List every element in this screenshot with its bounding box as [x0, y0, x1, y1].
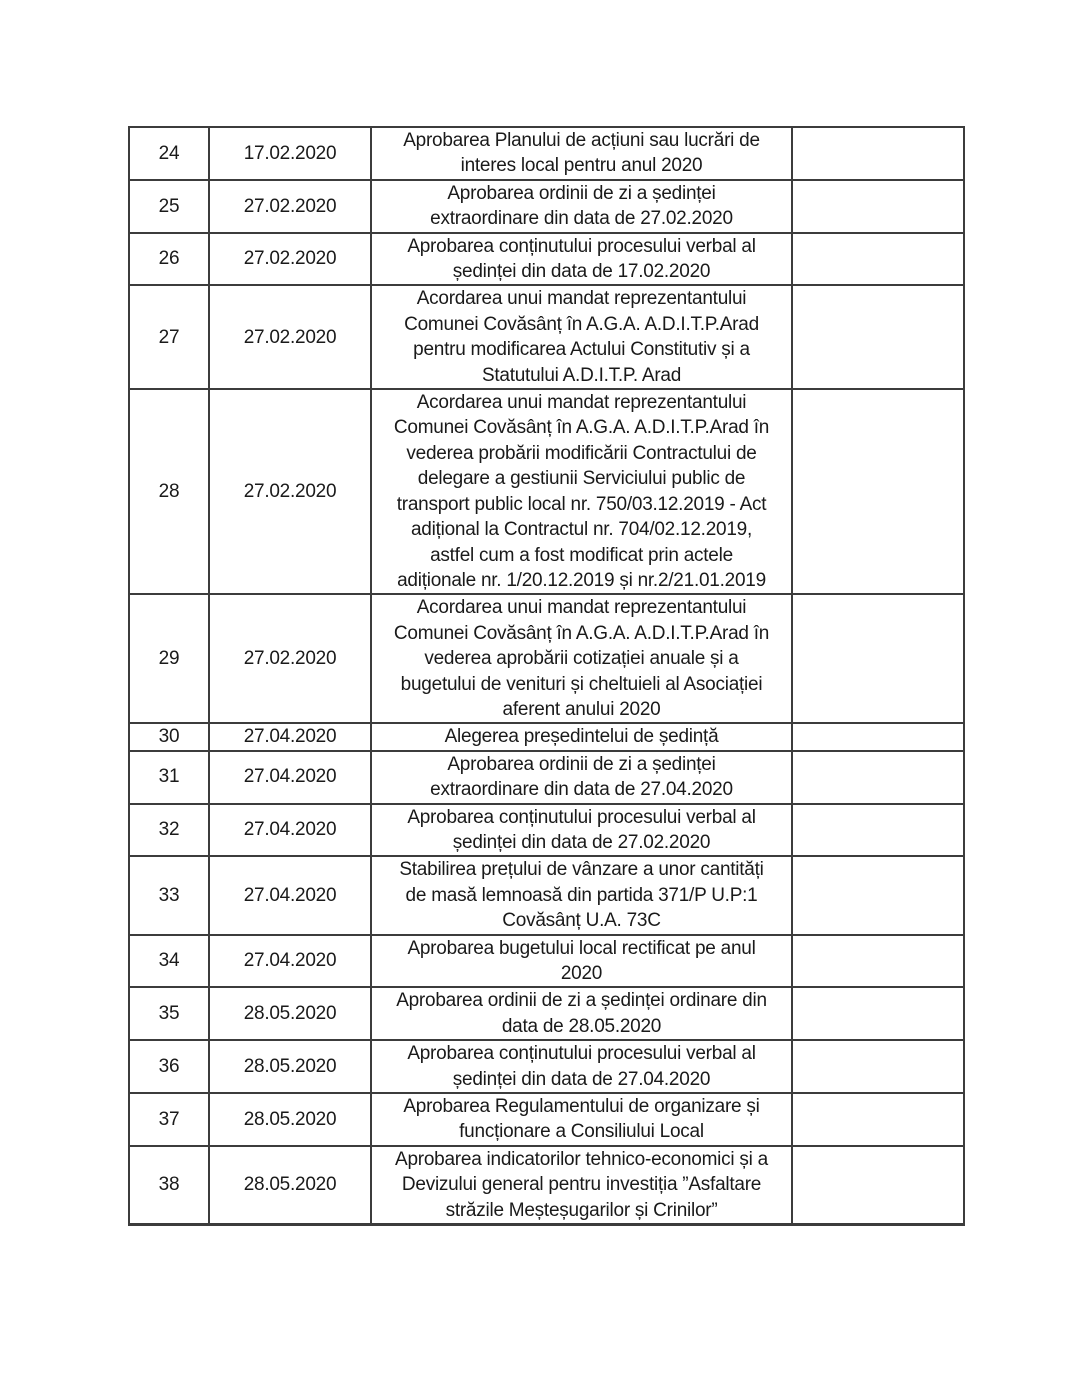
decision-title-line: Aprobarea Planului de acțiuni sau lucrări de	[403, 130, 760, 151]
decision-date-cell: 27.04.2020	[209, 804, 371, 857]
decision-title-line: Comunei Covăsânț în A.G.A. A.D.I.T.P.Arad	[404, 313, 759, 335]
decision-title-line: Aprobarea Regulamentului de organizare și	[403, 1096, 760, 1118]
decision-title-line: Covăsânț U.A. 73C	[502, 910, 661, 932]
decision-title-line: Acordarea unui mandat reprezentantului	[416, 288, 747, 310]
table-row	[129, 1093, 964, 1146]
decision-number-cell: 31	[129, 751, 209, 804]
decision-title-cell	[371, 1040, 792, 1093]
decision-title-line: interes local pentru anul 2020	[460, 155, 703, 177]
decision-title-line: Aprobarea ordinii de zi a ședinței	[447, 182, 716, 204]
decision-number-cell: 27	[129, 285, 209, 389]
observations-cell	[792, 180, 964, 233]
decision-title-line: Acordarea unui mandat reprezentantului	[416, 392, 747, 414]
decision-date-cell: 27.04.2020	[209, 935, 371, 988]
decision-title-line: extraordinare din data de 27.04.2020	[430, 779, 733, 801]
decision-date-cell: 28.05.2020	[209, 1146, 371, 1225]
table-row	[129, 594, 964, 723]
decision-title-cell	[371, 935, 792, 988]
decision-title-line: Aprobarea ordinii de zi a ședinței ordinare din	[396, 990, 767, 1012]
decision-number-cell: 28	[129, 389, 209, 594]
decision-title-cell	[371, 233, 792, 286]
decision-title-line: ședinței din data de 27.04.2020	[452, 1068, 711, 1090]
decision-title-line: vederea aprobării cotizației anuale și a	[424, 648, 739, 670]
decision-date-cell: 27.02.2020	[209, 180, 371, 233]
decision-title-line: funcționare a Consiliului Local	[459, 1121, 704, 1143]
table-row	[129, 389, 964, 594]
decision-date-cell: 27.02.2020	[209, 285, 371, 389]
observations-cell	[792, 1146, 964, 1225]
decision-number-cell: 33	[129, 856, 209, 934]
decision-title-cell	[371, 127, 792, 180]
observations-cell	[792, 804, 964, 857]
decision-number-cell: 26	[129, 233, 209, 286]
decision-title-line: Aprobarea conținutului procesului verbal al	[407, 806, 756, 828]
table-row	[129, 127, 964, 180]
decision-number-cell: 32	[129, 804, 209, 857]
decision-number-cell: 38	[129, 1146, 209, 1225]
observations-cell	[792, 233, 964, 286]
table-row	[129, 1040, 964, 1093]
table-row	[129, 751, 964, 804]
decision-title-line: Stabilirea prețului de vânzare a unor cantități	[399, 859, 764, 881]
decision-title-line: astfel cum a fost modificat prin actele	[430, 544, 733, 566]
table-row	[129, 856, 964, 934]
decision-number-cell: 34	[129, 935, 209, 988]
table-row	[129, 935, 964, 988]
decision-number-cell: 24	[129, 127, 209, 180]
decision-title-cell	[371, 594, 792, 723]
decision-title-line: străzile Meșteșugarilor și Crinilor”	[445, 1199, 718, 1221]
decision-number-cell: 29	[129, 594, 209, 723]
decision-date-cell: 27.04.2020	[209, 723, 371, 750]
decision-date-cell: 27.04.2020	[209, 751, 371, 804]
decision-title-line: Statutului A.D.I.T.P. Arad	[481, 364, 682, 386]
decision-title-line: delegare a gestiunii Serviciului public de	[417, 468, 746, 490]
decision-date-cell: 17.02.2020	[209, 127, 371, 180]
decision-title-cell	[371, 1093, 792, 1146]
table-row	[129, 804, 964, 857]
observations-cell	[792, 751, 964, 804]
decision-title-line: adițional la Contractul nr. 704/02.12.2019,	[410, 519, 752, 541]
observations-cell	[792, 935, 964, 988]
decision-title-line: aferent anului 2020	[502, 698, 661, 720]
decisions-table-body	[129, 127, 964, 1225]
table-row	[129, 285, 964, 389]
decision-title-cell	[371, 856, 792, 934]
observations-cell	[792, 1040, 964, 1093]
decision-title-cell	[371, 751, 792, 804]
decision-title-cell	[371, 285, 792, 389]
decision-title-cell	[371, 804, 792, 857]
decision-title-line: Aprobarea conținutului procesului verbal al	[407, 235, 756, 257]
decision-title-line: Acordarea unui mandat reprezentantului	[416, 597, 747, 619]
decision-title-line: Aprobarea bugetului local rectificat pe anul	[407, 937, 756, 959]
decision-number-cell: 37	[129, 1093, 209, 1146]
decision-date-cell: 27.04.2020	[209, 856, 371, 934]
table-row	[129, 180, 964, 233]
decision-number-cell: 30	[129, 723, 209, 750]
decision-title-line: Comunei Covăsânț în A.G.A. A.D.I.T.P.Arad în	[393, 622, 770, 644]
decision-title-line: extraordinare din data de 27.02.2020	[430, 208, 733, 230]
table-row	[129, 233, 964, 286]
decision-date-cell: 27.02.2020	[209, 389, 371, 594]
decision-title-line: Aprobarea conținutului procesului verbal al	[407, 1043, 756, 1065]
decision-title-line: Aprobarea indicatorilor tehnico-economici și a	[395, 1148, 768, 1170]
observations-cell	[792, 723, 964, 750]
decision-title-line: Devizului general pentru investiția ”Asfaltare	[401, 1174, 762, 1196]
decision-title-cell	[371, 180, 792, 233]
decision-title-line: bugetului de venituri și cheltuieli al Asociației	[400, 673, 763, 695]
decision-title-line: ședinței din data de 27.02.2020	[452, 831, 711, 853]
observations-cell	[792, 389, 964, 594]
decision-date-cell: 28.05.2020	[209, 1093, 371, 1146]
decision-title-line: pentru modificarea Actului Constitutiv și a	[413, 339, 750, 361]
observations-cell	[792, 594, 964, 723]
decision-title-cell	[371, 723, 792, 750]
decision-title-line: ședinței din data de 17.02.2020	[452, 261, 711, 283]
decision-title-cell	[371, 987, 792, 1040]
observations-cell	[792, 856, 964, 934]
decision-date-cell: 27.02.2020	[209, 233, 371, 286]
decision-title-line: adiționale nr. 1/20.12.2019 și nr.2/21.01.2019	[397, 569, 766, 591]
decision-number-cell: 36	[129, 1040, 209, 1093]
observations-cell	[792, 1093, 964, 1146]
observations-cell	[792, 127, 964, 180]
table-row	[129, 987, 964, 1040]
decision-title-line: Alegerea președintelui de ședință	[444, 726, 719, 748]
observations-cell	[792, 285, 964, 389]
decision-date-cell: 28.05.2020	[209, 987, 371, 1040]
decision-number-cell: 35	[129, 987, 209, 1040]
decision-number-cell: 25	[129, 180, 209, 233]
observations-cell	[792, 987, 964, 1040]
decision-title-line: transport public local nr. 750/03.12.2019 - Act	[396, 493, 767, 515]
decision-title-line: Comunei Covăsânț în A.G.A. A.D.I.T.P.Arad în	[393, 417, 770, 439]
decision-date-cell: 27.02.2020	[209, 594, 371, 723]
table-row	[129, 723, 964, 750]
decisions-table	[128, 126, 965, 1226]
decision-title-line: 2020	[560, 963, 603, 984]
decision-title-cell	[371, 1146, 792, 1225]
decision-title-line: de masă lemnoasă din partida 371/P U.P:1	[405, 884, 758, 906]
decision-title-line: data de 28.05.2020	[501, 1015, 662, 1037]
decision-title-line: Aprobarea ordinii de zi a ședinței	[447, 753, 716, 775]
decision-date-cell: 28.05.2020	[209, 1040, 371, 1093]
decision-title-cell	[371, 389, 792, 594]
decision-title-line: vederea probării modificării Contractului de	[406, 442, 757, 464]
table-row	[129, 1146, 964, 1225]
